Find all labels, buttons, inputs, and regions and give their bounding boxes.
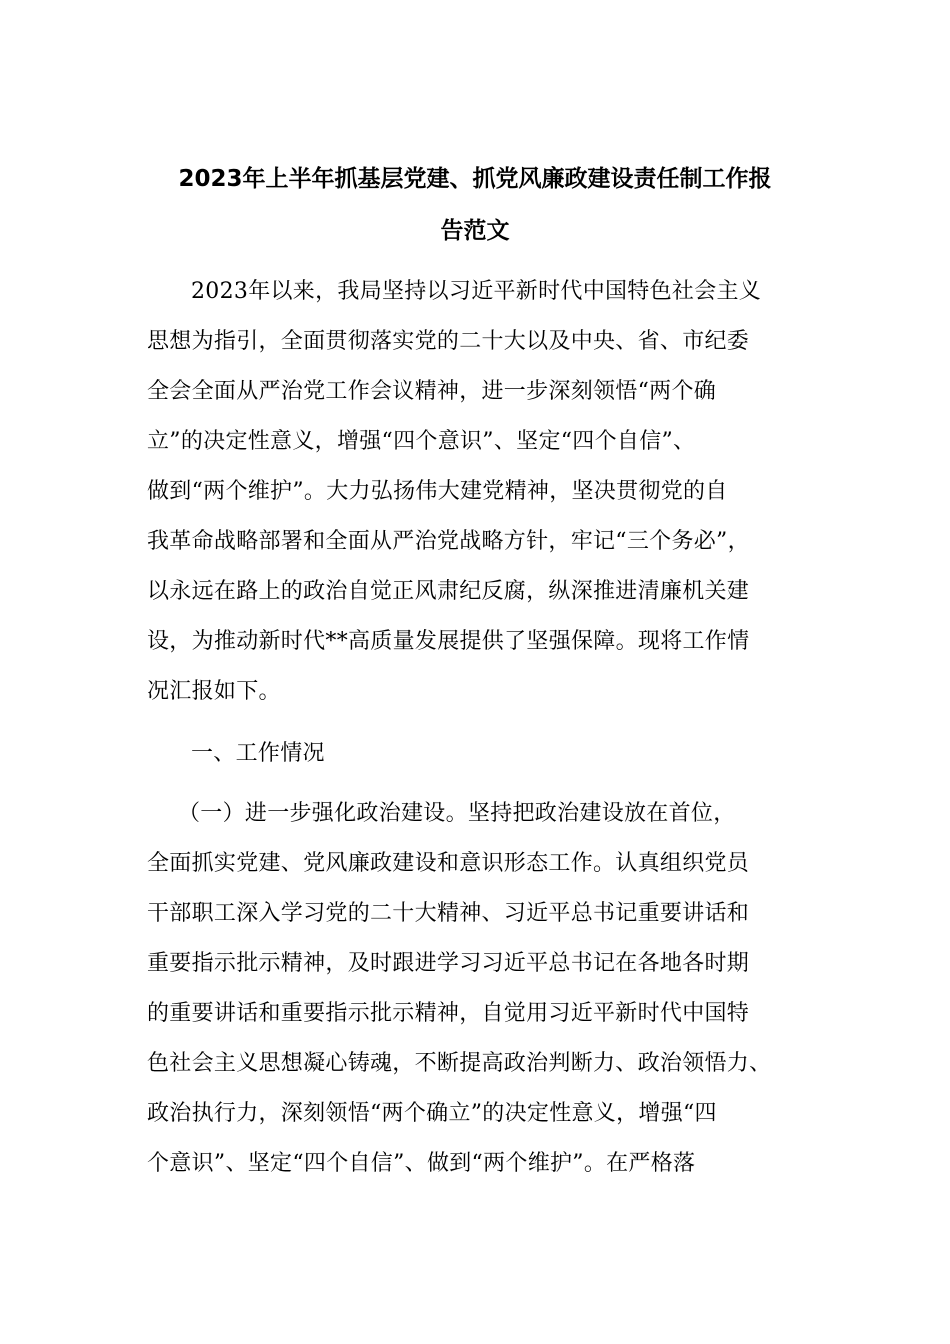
subsection-line-6: 色社会主义思想凝心铸魂，不断提高政治判断力、政治领悟力、	[147, 1051, 772, 1076]
intro-line-4: 立”的决定性意义，增强“四个意识”、坚定“四个自信”、	[147, 429, 696, 454]
intro-line-8: 设，为推动新时代**高质量发展提供了坚强保障。现将工作情	[147, 629, 750, 654]
intro-line-1: 2023年以来，我局坚持以习近平新时代中国特色社会主义	[191, 279, 762, 304]
subsection-line-3: 干部职工深入学习党的二十大精神、习近平总书记重要讲话和	[147, 901, 750, 926]
intro-line-6: 我革命战略部署和全面从严治党战略方针，牢记“三个务必”，	[147, 529, 750, 554]
intro-line-7: 以永远在路上的政治自觉正风肃纪反腐，纵深推进清廉机关建	[147, 579, 750, 604]
subsection-line-1: （一）进一步强化政治建设。坚持把政治建设放在首位，	[178, 801, 736, 826]
intro-line-9: 况汇报如下。	[147, 679, 281, 704]
document-title-line-1: 2023年上半年抓基层党建、抓党风廉政建设责任制工作报	[178, 166, 772, 192]
subsection-line-7: 政治执行力，深刻领悟“两个确立”的决定性意义，增强“四	[147, 1101, 717, 1126]
intro-line-2: 思想为指引，全面贯彻落实党的二十大以及中央、省、市纪委	[147, 329, 750, 354]
subsection-line-4: 重要指示批示精神，及时跟进学习习近平总书记在各地各时期	[147, 951, 750, 976]
intro-line-3: 全会全面从严治党工作会议精神，进一步深刻领悟“两个确	[147, 379, 717, 404]
document-title-line-2: 告范文	[440, 218, 510, 244]
subsection-line-2: 全面抓实党建、党风廉政建设和意识形态工作。认真组织党员	[147, 851, 750, 876]
intro-line-5: 做到“两个维护”。大力弘扬伟大建党精神，坚决贯彻党的自	[147, 479, 728, 504]
subsection-line-5: 的重要讲话和重要指示批示精神，自觉用习近平新时代中国特	[147, 1001, 750, 1026]
subsection-line-8: 个意识”、坚定“四个自信”、做到“两个维护”。在严格落	[147, 1151, 696, 1176]
section-heading: 一、工作情况	[191, 741, 325, 766]
